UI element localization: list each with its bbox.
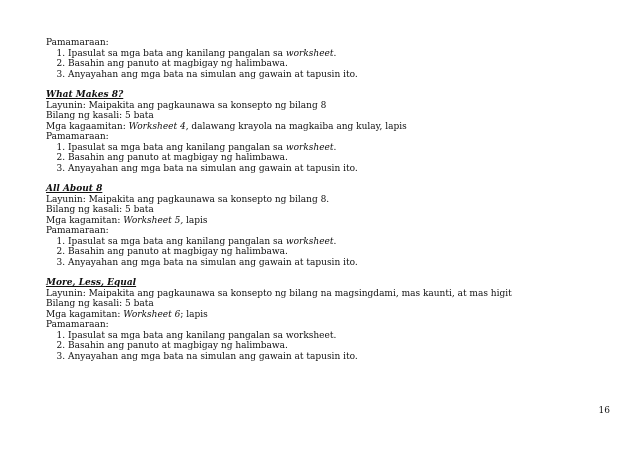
procedure-list	[46, 331, 606, 363]
procedure-step: 1. Ipasulat sa mga bata ang kanilang pangalan sa worksheet.	[68, 143, 606, 154]
procedure-step: 1. Ipasulat sa mga bata ang kanilang pangalan sa worksheet.	[68, 237, 606, 248]
participants-line: Bilang ng kasali: 5 bata	[46, 205, 154, 215]
page-number: 16	[598, 406, 610, 416]
activity-section	[46, 184, 606, 268]
procedure-step: 2. Basahin ang panuto at magbigay ng halimbawa.	[68, 247, 606, 258]
materials-line: Mga kagaamitan: Worksheet 4, dalawang krayola na magkaiba ang kulay, lapis	[46, 121, 407, 132]
materials-line: Mga kagamitan: Worksheet 6; lapis	[46, 309, 208, 320]
objective-line: Layunin: Maipakita ang pagkaunawa sa konsepto ng bilang na magsingdami, mas kaunti, at mas higit	[46, 288, 512, 299]
section-title: More, Less, Equal	[46, 278, 137, 288]
procedure-list	[46, 49, 606, 81]
intro-block	[46, 38, 606, 80]
procedure-list	[46, 237, 606, 269]
procedure-step: 1. Ipasulat sa mga bata ang kanilang pangalan sa worksheet.	[68, 49, 606, 60]
activity-section	[46, 90, 606, 174]
objective-line: Layunin: Maipakita ang pagkaunawa sa konsepto ng bilang 8.	[46, 194, 330, 205]
section-title: All About 8	[46, 184, 103, 194]
procedure-list	[46, 143, 606, 175]
procedure-label: Pamamaraan:	[46, 320, 109, 330]
document-page	[46, 38, 606, 362]
section-title: What Makes 8?	[46, 90, 124, 100]
procedure-step: 2. Basahin ang panuto at magbigay ng halimbawa.	[68, 59, 606, 70]
procedure-step: 1. Ipasulat sa mga bata ang kanilang pangalan sa worksheet.	[68, 331, 606, 342]
objective-line: Layunin: Maipakita ang pagkaunawa sa konsepto ng bilang 8	[46, 100, 327, 111]
procedure-step: 2. Basahin ang panuto at magbigay ng halimbawa.	[68, 341, 606, 352]
activity-section	[46, 278, 606, 362]
procedure-step: 3. Anyayahan ang mga bata na simulan ang gawain at tapusin ito.	[68, 258, 606, 269]
procedure-step: 3. Anyayahan ang mga bata na simulan ang gawain at tapusin ito.	[68, 70, 606, 81]
participants-line: Bilang ng kasali: 5 bata	[46, 111, 154, 121]
materials-line: Mga kagamitan: Worksheet 5, lapis	[46, 215, 208, 226]
procedure-step: 3. Anyayahan ang mga bata na simulan ang gawain at tapusin ito.	[68, 164, 606, 175]
participants-line: Bilang ng kasali: 5 bata	[46, 299, 154, 309]
procedure-step: 3. Anyayahan ang mga bata na simulan ang gawain at tapusin ito.	[68, 352, 606, 363]
procedure-label: Pamamaraan:	[46, 38, 109, 48]
procedure-label: Pamamaraan:	[46, 226, 109, 236]
procedure-step: 2. Basahin ang panuto at magbigay ng halimbawa.	[68, 153, 606, 164]
procedure-label: Pamamaraan:	[46, 132, 109, 142]
